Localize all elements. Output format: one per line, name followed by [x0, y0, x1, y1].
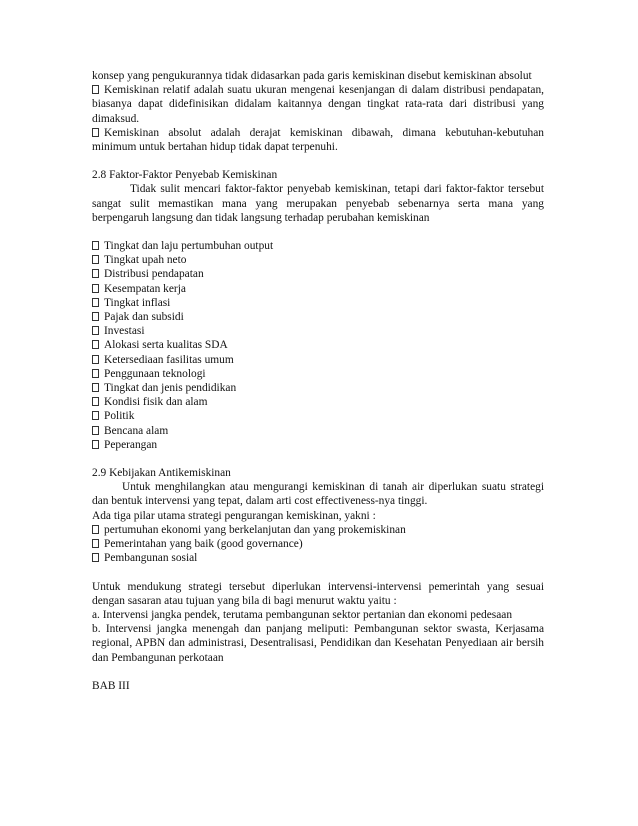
bullet-box-icon — [92, 426, 99, 435]
bullet-text: Kemiskinan absolut adalah derajat kemiskinan dibawah, dimana kebutuhan-kebutuhan minimum untuk bertahan hidup tidak dapat terpenuhi. — [92, 126, 544, 154]
bullet-box-icon — [92, 383, 99, 392]
bullet-box-icon — [92, 269, 99, 278]
document-page — [92, 69, 544, 693]
list-item: pertumuhan ekonomi yang berkelanjutan dan yang prokemiskinan — [92, 523, 544, 537]
section-2-9-paragraph: Untuk menghilangkan atau mengurangi kemiskinan di tanah air diperlukan suatu strategi dan bentuk intervensi yang tepat, dalam arti cost effectiveness-nya tinggi. — [92, 481, 544, 508]
bullet-box-icon — [92, 284, 99, 293]
list-item: Alokasi serta kualitas SDA — [92, 338, 544, 352]
list-item: Pembangunan sosial — [92, 551, 544, 565]
list-item: Pemerintahan yang baik (good governance) — [92, 537, 544, 551]
bullet-box-icon — [92, 539, 99, 548]
list-item: Pajak dan subsidi — [92, 310, 544, 324]
chapter-heading: BAB III — [92, 679, 130, 692]
intro-text: konsep yang pengukurannya tidak didasarkan pada garis kemiskinan disebut kemiskinan absolut — [92, 70, 532, 82]
bullet-box-icon — [92, 128, 99, 137]
bullet-text: Kemiskinan relatif adalah suatu ukuran mengenai kesenjangan di dalam distribusi pendapatan, biasanya dapat didefinisikan didalam kaitannya dengan tingkat rata-rata dari distribusi yang dimaksud. — [92, 84, 544, 125]
intervention-item-a: a. Intervensi jangka pendek, terutama pembangunan sektor pertanian dan ekonomi pedesaan — [92, 608, 513, 621]
bullet-box-icon — [92, 369, 99, 378]
list-item: Tingkat upah neto — [92, 253, 544, 267]
bullet-box-icon — [92, 255, 99, 264]
list-item: Tingkat dan jenis pendidikan — [92, 381, 544, 395]
section-2-8-paragraph: Tidak sulit mencari faktor-faktor penyebab kemiskinan, tetapi dari faktor-faktor tersebut sangat sulit memastikan mana yang merupakan penyebab sebenarnya serta mana yang berpengaruh langsung dan tidak langsung terhadap perubahan kemiskinan — [92, 183, 544, 224]
factors-list — [92, 239, 544, 452]
support-paragraph: Untuk mendukung strategi tersebut diperlukan intervensi-intervensi pemerintah yang sesuai dengan sasaran atau tujuan yang bila di bagi menurut waktu yaitu : — [92, 580, 544, 607]
pillars-list — [92, 523, 544, 566]
bullet-box-icon — [92, 411, 99, 420]
list-item: Penggunaan teknologi — [92, 367, 544, 381]
bullet-box-icon — [92, 440, 99, 449]
bullet-box-icon — [92, 553, 99, 562]
bullet-box-icon — [92, 340, 99, 349]
bullet-box-icon — [92, 312, 99, 321]
list-item: Kesempatan kerja — [92, 282, 544, 296]
intervention-item-b: b. Intervensi jangka menengah dan panjang meliputi: Pembangunan sektor swasta, Kerjasama regional, APBN dan administrasi, Desentralisasi, Pendidikan dan Kesehatan Penyediaan air bersih dan Pembangunan perkotaan — [92, 623, 544, 664]
pillars-intro: Ada tiga pilar utama strategi pengurangan kemiskinan, yakni : — [92, 509, 376, 522]
bullet-box-icon — [92, 241, 99, 250]
bullet-box-icon — [92, 397, 99, 406]
bullet-relative-poverty — [92, 83, 544, 126]
list-item: Tingkat dan laju pertumbuhan output — [92, 239, 544, 253]
list-item: Distribusi pendapatan — [92, 267, 544, 281]
list-item: Bencana alam — [92, 424, 544, 438]
section-heading-2-8: 2.8 Faktor-Faktor Penyebab Kemiskinan — [92, 169, 278, 182]
list-item: Politik — [92, 409, 544, 423]
section-heading-2-9: 2.9 Kebijakan Antikemiskinan — [92, 467, 231, 480]
bullet-box-icon — [92, 326, 99, 335]
list-item: Tingkat inflasi — [92, 296, 544, 310]
bullet-box-icon — [92, 85, 99, 94]
list-item: Kondisi fisik dan alam — [92, 395, 544, 409]
bullet-box-icon — [92, 355, 99, 364]
list-item: Ketersediaan fasilitas umum — [92, 353, 544, 367]
bullet-box-icon — [92, 298, 99, 307]
list-item: Investasi — [92, 324, 544, 338]
list-item: Peperangan — [92, 438, 544, 452]
bullet-box-icon — [92, 525, 99, 534]
bullet-absolute-poverty — [92, 126, 544, 154]
